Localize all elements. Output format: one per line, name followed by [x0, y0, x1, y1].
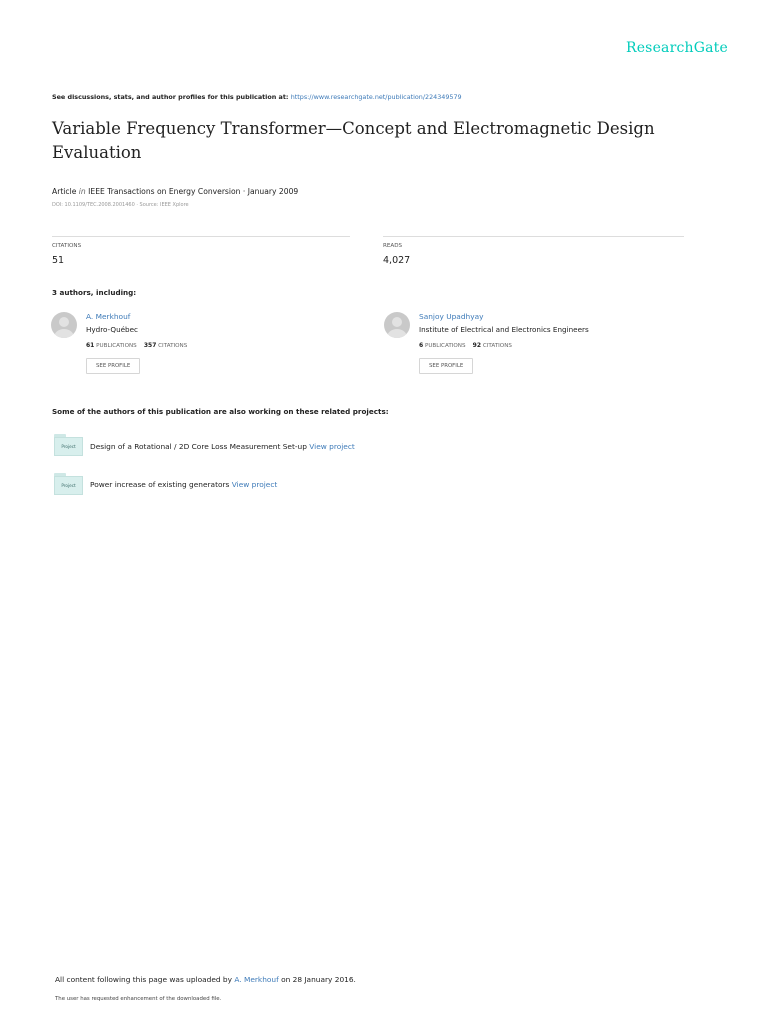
project-folder-icon	[54, 434, 83, 456]
upload-prefix: All content following this page was uploaded by	[55, 975, 232, 984]
doi-source: DOI: 10.1109/TEC.2008.2001460 · Source: IEEE Xplore	[52, 202, 189, 208]
publication-title: Variable Frequency Transformer—Concept and Electromagnetic Design Evaluation	[52, 119, 655, 162]
author-affiliation: Institute of Electrical and Electronics Engineers	[419, 325, 589, 334]
author-citations-count: 357	[143, 342, 157, 349]
author-name-link[interactable]: A. Merkhouf	[86, 312, 131, 321]
project-badge: Project	[61, 483, 76, 488]
reads-label: READS	[383, 243, 403, 249]
divider-citations	[52, 236, 350, 237]
enhancement-note: The user has requested enhancement of the downloaded file.	[55, 996, 222, 1002]
author-publications-count: 6	[419, 342, 424, 349]
project-item	[90, 442, 355, 451]
author-citations-count: 92	[472, 342, 482, 349]
citations-value: 51	[52, 255, 65, 266]
discussion-line	[52, 93, 462, 101]
author-publications-label: PUBLICATIONS	[96, 343, 137, 349]
author-citations-label: CITATIONS	[482, 343, 512, 349]
project-title: Power increase of existing generators	[90, 480, 230, 489]
author-stats	[419, 342, 512, 349]
author-affiliation: Hydro-Québec	[86, 325, 138, 334]
project-title: Design of a Rotational / 2D Core Loss Measurement Set-up	[90, 442, 307, 451]
publication-url-link[interactable]: https://www.researchgate.net/publication/224349579	[290, 93, 462, 101]
author-avatar-icon[interactable]	[384, 312, 410, 338]
author-publications-count: 61	[86, 342, 95, 349]
reads-value: 4,027	[383, 255, 411, 266]
authors-heading: 3 authors, including:	[52, 288, 137, 297]
project-item	[90, 480, 277, 489]
in-word: in	[78, 187, 86, 196]
project-folder-icon	[54, 473, 83, 495]
project-badge: Project	[61, 444, 76, 449]
related-projects-heading: Some of the authors of this publication are also working on these related projects:	[52, 407, 389, 416]
author-avatar-icon[interactable]	[51, 312, 77, 338]
uploader-link[interactable]: A. Merkhouf	[234, 975, 279, 984]
author-publications-label: PUBLICATIONS	[424, 343, 466, 349]
author-stats	[86, 342, 187, 349]
divider-reads	[383, 236, 684, 237]
see-profile-button[interactable]: SEE PROFILE	[86, 358, 140, 374]
researchgate-logo[interactable]: ResearchGate	[625, 40, 728, 56]
article-type: Article	[52, 187, 77, 196]
view-project-link[interactable]: View project	[231, 480, 278, 489]
publication-meta	[52, 187, 298, 196]
journal-info: IEEE Transactions on Energy Conversion · January 2009	[88, 187, 299, 196]
view-project-link[interactable]: View project	[309, 442, 355, 451]
author-name-link[interactable]: Sanjoy Upadhyay	[419, 312, 484, 321]
upload-note	[55, 975, 356, 984]
discussion-label: See discussions, stats, and author profiles for this publication at:	[52, 93, 289, 101]
upload-suffix: on 28 January 2016.	[281, 975, 356, 984]
citations-label: CITATIONS	[52, 243, 82, 249]
author-citations-label: CITATIONS	[158, 343, 188, 349]
see-profile-button[interactable]: SEE PROFILE	[419, 358, 473, 374]
